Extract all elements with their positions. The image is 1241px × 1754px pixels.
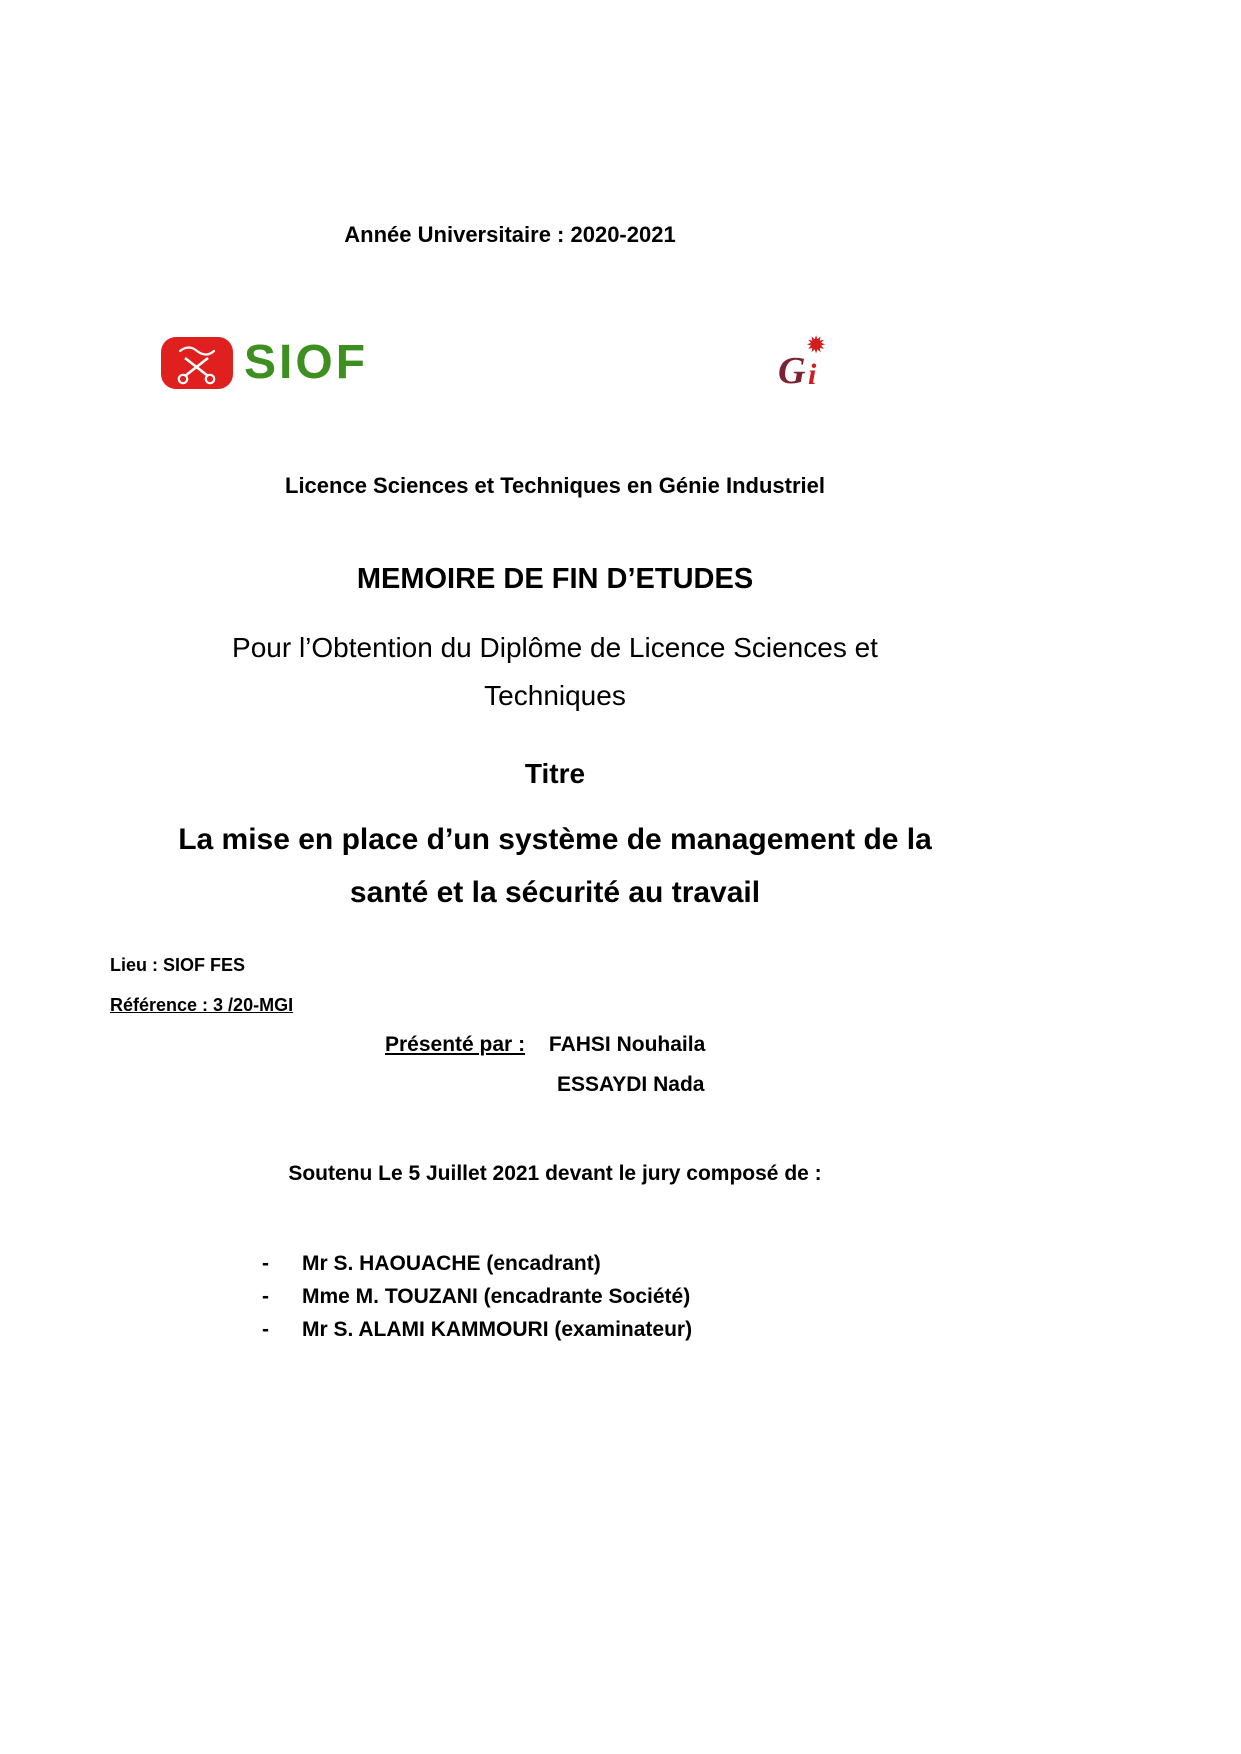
- location-line: Lieu : SIOF FES: [110, 955, 246, 975]
- presenter-name-2: ESSAYDI Nada: [557, 1073, 705, 1096]
- academic-year: Année Universitaire : 2020-2021: [344, 222, 676, 247]
- reference-line: Référence : 3 /20-MGI: [110, 995, 294, 1015]
- presenter-name-1: FAHSI Nouhaila: [548, 1033, 706, 1056]
- jury-member: - Mr S. HAOUACHE (encadrant): [262, 1247, 692, 1280]
- gi-logo-letter-g: G: [778, 350, 806, 392]
- defense-line: Soutenu Le 5 Juillet 2021 devant le jury composé de :: [288, 1162, 822, 1185]
- document-type-heading: MEMOIRE DE FIN D’ETUDES: [356, 563, 754, 595]
- program-name: Licence Sciences et Techniques en Génie Industriel: [285, 473, 825, 498]
- gi-logo-letter-i: i: [808, 358, 817, 391]
- gi-star-icon: ✹: [806, 332, 827, 359]
- thesis-title: La mise en place d’un système de management de la santé et la sécurité au travail: [178, 823, 932, 909]
- gi-logo: [772, 332, 852, 396]
- title-label: Titre: [524, 758, 586, 789]
- siof-logo-text: SIOF: [244, 336, 369, 389]
- presented-by-label: Présenté par :: [385, 1033, 526, 1056]
- purpose-line: Pour l’Obtention du Diplôme de Licence Sciences et Techniques: [232, 632, 878, 711]
- jury-member: - Mr S. ALAMI KAMMOURI (examinateur): [262, 1313, 692, 1346]
- presented-by-row: [385, 1033, 705, 1057]
- siof-logo: [160, 336, 368, 390]
- jury-list: [262, 1247, 692, 1346]
- siof-scissors-icon: [160, 336, 234, 390]
- jury-member: - Mme M. TOUZANI (encadrante Société): [262, 1280, 692, 1313]
